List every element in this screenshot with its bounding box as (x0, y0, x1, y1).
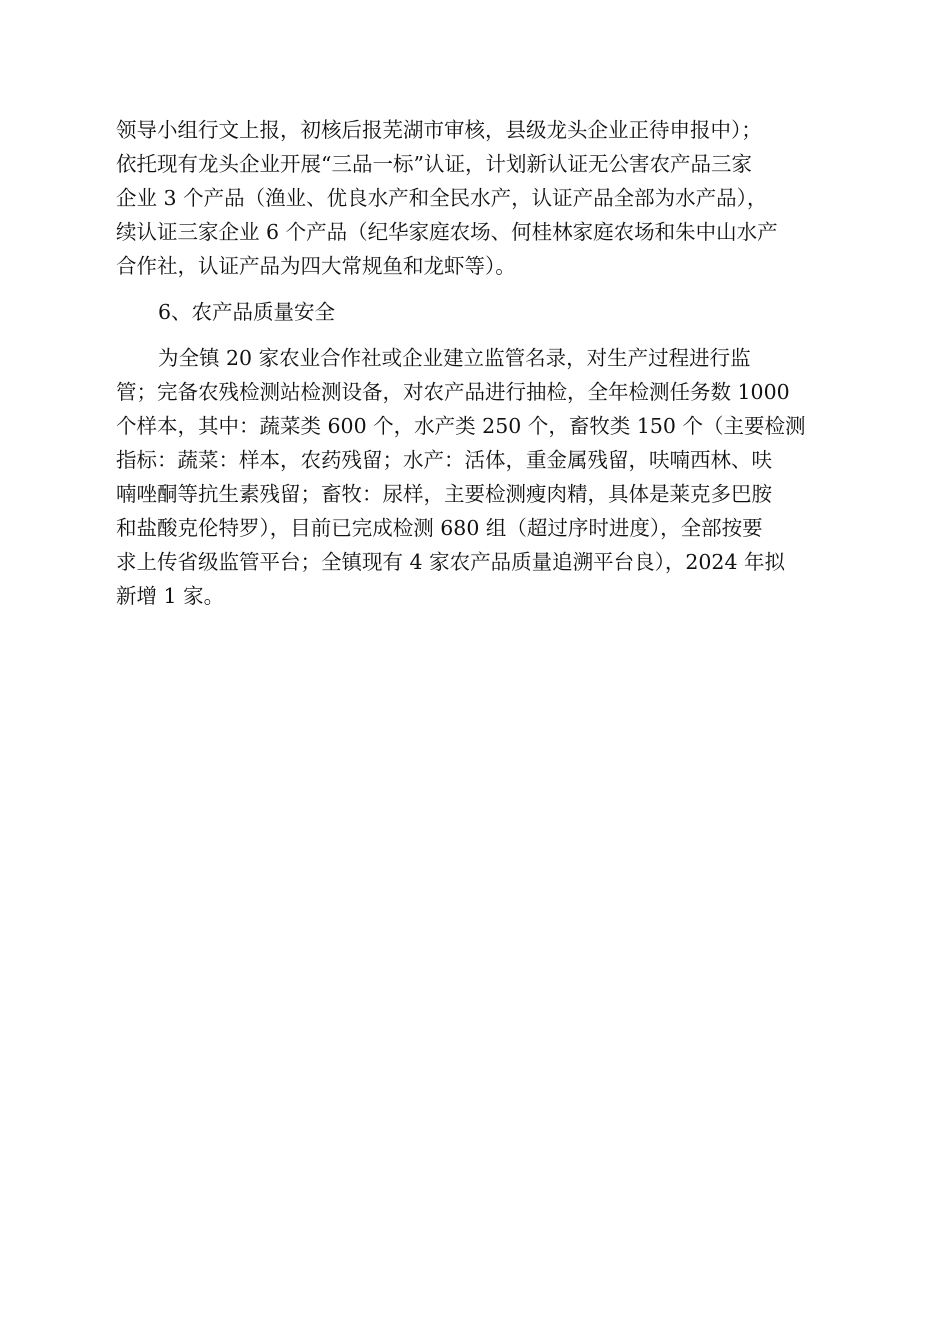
text-line: 和盐酸克伦特罗），目前已完成检测 680 组（超过序时进度），全部按要 (116, 516, 763, 540)
section-heading: 6、农产品质量安全 (158, 300, 336, 324)
text-line: 喃唑酮等抗生素残留；畜牧：尿样，主要检测瘦肉精，具体是莱克多巴胺 (116, 482, 772, 506)
text-line: 续认证三家企业 6 个产品（纪华家庭农场、何桂林家庭农场和朱中山水产 (116, 220, 778, 244)
paragraph-certification (116, 113, 836, 283)
text-line: 企业 3 个产品（渔业、优良水产和全民水产，认证产品全部为水产品）， (116, 186, 768, 210)
document-body (116, 113, 836, 613)
text-line: 依托现有龙头企业开展“三品一标”认证，计划新认证无公害农产品三家 (116, 152, 752, 176)
text-line: 指标：蔬菜：样本，农药残留；水产：活体，重金属残留，呋喃西林、呋 (116, 448, 772, 472)
text-line: 合作社，认证产品为四大常规鱼和龙虾等）。 (116, 254, 516, 278)
text-line: 个样本，其中：蔬菜类 600 个，水产类 250 个，畜牧类 150 个（主要检测 (116, 414, 806, 438)
paragraph-quality-safety (116, 341, 836, 613)
section-heading-block (116, 295, 836, 329)
text-line: 为全镇 20 家农业合作社或企业建立监管名录，对生产过程进行监 (158, 346, 751, 370)
text-line: 领导小组行文上报，初核后报芜湖市审核，县级龙头企业正待申报中）； (116, 118, 762, 142)
text-line: 管；完备农残检测站检测设备，对农产品进行抽检，全年检测任务数 1000 (116, 380, 790, 404)
text-line: 求上传省级监管平台；全镇现有 4 家农产品质量追溯平台良），2024 年拟 (116, 550, 786, 574)
text-line: 新增 1 家。 (116, 584, 225, 608)
